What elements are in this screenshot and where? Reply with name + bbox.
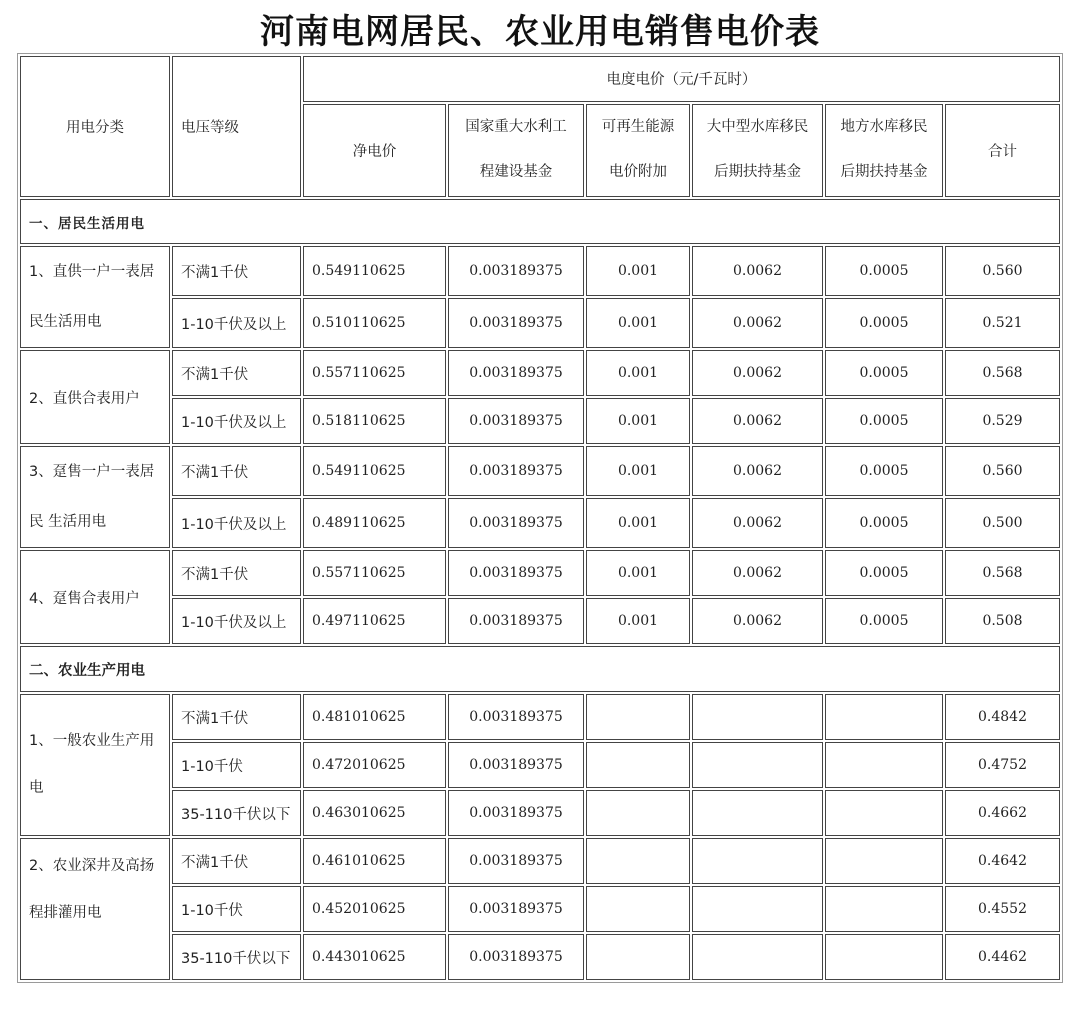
voltage-cell: 1-10千伏及以上 — [172, 298, 301, 348]
table-row — [20, 838, 1060, 884]
total-cell: 0.560 — [945, 246, 1060, 296]
header-renewable: 可再生能源 电价附加 — [586, 104, 690, 197]
renewable-cell: 0.001 — [586, 446, 690, 496]
water-fund-cell: 0.003189375 — [448, 550, 584, 596]
voltage-cell: 1-10千伏 — [172, 886, 301, 932]
voltage-cell: 不满1千伏 — [172, 246, 301, 296]
water-fund-cell: 0.003189375 — [448, 886, 584, 932]
category-cell: 2、农业深井及高扬 程排灌用电 — [20, 838, 170, 980]
water-fund-cell: 0.003189375 — [448, 838, 584, 884]
large-reservoir-cell — [692, 838, 823, 884]
total-cell: 0.4552 — [945, 886, 1060, 932]
table-row — [20, 598, 1060, 644]
net-price-cell: 0.443010625 — [303, 934, 446, 980]
header-category: 用电分类 — [20, 56, 170, 197]
large-reservoir-cell: 0.0062 — [692, 350, 823, 396]
net-price-cell: 0.489110625 — [303, 498, 446, 548]
local-reservoir-cell — [825, 934, 943, 980]
local-reservoir-cell — [825, 886, 943, 932]
category-cell: 3、趸售一户一表居 民 生活用电 — [20, 446, 170, 548]
net-price-cell: 0.510110625 — [303, 298, 446, 348]
local-reservoir-cell: 0.0005 — [825, 350, 943, 396]
local-reservoir-cell: 0.0005 — [825, 398, 943, 444]
water-fund-cell: 0.003189375 — [448, 694, 584, 740]
local-reservoir-cell — [825, 790, 943, 836]
voltage-cell: 1-10千伏 — [172, 742, 301, 788]
renewable-cell: 0.001 — [586, 398, 690, 444]
voltage-cell: 不满1千伏 — [172, 350, 301, 396]
local-reservoir-cell — [825, 838, 943, 884]
total-cell: 0.4842 — [945, 694, 1060, 740]
large-reservoir-cell: 0.0062 — [692, 446, 823, 496]
large-reservoir-cell: 0.0062 — [692, 498, 823, 548]
section-row — [20, 199, 1060, 244]
voltage-cell: 1-10千伏及以上 — [172, 398, 301, 444]
voltage-cell: 35-110千伏以下 — [172, 790, 301, 836]
local-reservoir-cell — [825, 742, 943, 788]
renewable-cell — [586, 694, 690, 740]
total-cell: 0.4462 — [945, 934, 1060, 980]
page-title: 河南电网居民、农业用电销售电价表 — [260, 12, 820, 52]
table-row — [20, 446, 1060, 496]
header-local-reservoir: 地方水库移民 后期扶持基金 — [825, 104, 943, 197]
renewable-cell — [586, 742, 690, 788]
total-cell: 0.529 — [945, 398, 1060, 444]
section-title-residential: 一、居民生活用电 — [20, 199, 1060, 244]
table-row — [20, 694, 1060, 740]
net-price-cell: 0.518110625 — [303, 398, 446, 444]
water-fund-cell: 0.003189375 — [448, 398, 584, 444]
water-fund-cell: 0.003189375 — [448, 598, 584, 644]
header-large-reservoir: 大中型水库移民 后期扶持基金 — [692, 104, 823, 197]
large-reservoir-cell: 0.0062 — [692, 550, 823, 596]
large-reservoir-cell: 0.0062 — [692, 298, 823, 348]
table-row — [20, 934, 1060, 980]
total-cell: 0.568 — [945, 550, 1060, 596]
renewable-cell: 0.001 — [586, 246, 690, 296]
local-reservoir-cell: 0.0005 — [825, 446, 943, 496]
renewable-cell — [586, 886, 690, 932]
table-row — [20, 246, 1060, 296]
net-price-cell: 0.481010625 — [303, 694, 446, 740]
table-row — [20, 550, 1060, 596]
water-fund-cell: 0.003189375 — [448, 246, 584, 296]
table-row — [20, 350, 1060, 396]
section-row — [20, 646, 1060, 692]
header-total: 合计 — [945, 104, 1060, 197]
total-cell: 0.4662 — [945, 790, 1060, 836]
header-row-1 — [20, 56, 1060, 102]
category-cell: 1、直供一户一表居 民生活用电 — [20, 246, 170, 348]
voltage-cell: 不满1千伏 — [172, 694, 301, 740]
local-reservoir-cell: 0.0005 — [825, 498, 943, 548]
large-reservoir-cell — [692, 742, 823, 788]
net-price-cell: 0.463010625 — [303, 790, 446, 836]
water-fund-cell: 0.003189375 — [448, 790, 584, 836]
large-reservoir-cell: 0.0062 — [692, 598, 823, 644]
voltage-cell: 不满1千伏 — [172, 838, 301, 884]
voltage-cell: 1-10千伏及以上 — [172, 498, 301, 548]
renewable-cell — [586, 838, 690, 884]
net-price-cell: 0.472010625 — [303, 742, 446, 788]
large-reservoir-cell — [692, 790, 823, 836]
net-price-cell: 0.497110625 — [303, 598, 446, 644]
header-voltage: 电压等级 — [172, 56, 301, 197]
water-fund-cell: 0.003189375 — [448, 742, 584, 788]
category-cell: 4、趸售合表用户 — [20, 550, 170, 644]
total-cell: 0.508 — [945, 598, 1060, 644]
renewable-cell: 0.001 — [586, 298, 690, 348]
net-price-cell: 0.549110625 — [303, 446, 446, 496]
water-fund-cell: 0.003189375 — [448, 498, 584, 548]
table-row — [20, 398, 1060, 444]
water-fund-cell: 0.003189375 — [448, 350, 584, 396]
total-cell: 0.4642 — [945, 838, 1060, 884]
renewable-cell: 0.001 — [586, 498, 690, 548]
local-reservoir-cell — [825, 694, 943, 740]
table-row — [20, 742, 1060, 788]
large-reservoir-cell: 0.0062 — [692, 398, 823, 444]
total-cell: 0.568 — [945, 350, 1060, 396]
price-table — [17, 53, 1063, 983]
local-reservoir-cell: 0.0005 — [825, 550, 943, 596]
table-row — [20, 298, 1060, 348]
header-water-fund: 国家重大水利工 程建设基金 — [448, 104, 584, 197]
voltage-cell: 1-10千伏及以上 — [172, 598, 301, 644]
table-row — [20, 498, 1060, 548]
voltage-cell: 35-110千伏以下 — [172, 934, 301, 980]
table-row — [20, 790, 1060, 836]
large-reservoir-cell — [692, 934, 823, 980]
local-reservoir-cell: 0.0005 — [825, 298, 943, 348]
large-reservoir-cell — [692, 694, 823, 740]
total-cell: 0.560 — [945, 446, 1060, 496]
large-reservoir-cell: 0.0062 — [692, 246, 823, 296]
table-row — [20, 886, 1060, 932]
water-fund-cell: 0.003189375 — [448, 298, 584, 348]
renewable-cell: 0.001 — [586, 350, 690, 396]
total-cell: 0.521 — [945, 298, 1060, 348]
net-price-cell: 0.557110625 — [303, 350, 446, 396]
total-cell: 0.4752 — [945, 742, 1060, 788]
net-price-cell: 0.452010625 — [303, 886, 446, 932]
section-title-agriculture: 二、农业生产用电 — [20, 646, 1060, 692]
water-fund-cell: 0.003189375 — [448, 934, 584, 980]
net-price-cell: 0.557110625 — [303, 550, 446, 596]
renewable-cell — [586, 790, 690, 836]
local-reservoir-cell: 0.0005 — [825, 246, 943, 296]
large-reservoir-cell — [692, 886, 823, 932]
renewable-cell — [586, 934, 690, 980]
renewable-cell: 0.001 — [586, 550, 690, 596]
category-cell: 2、直供合表用户 — [20, 350, 170, 444]
renewable-cell: 0.001 — [586, 598, 690, 644]
category-cell: 1、一般农业生产用 电 — [20, 694, 170, 836]
header-energy-price: 电度电价（元/千瓦时） — [303, 56, 1060, 102]
water-fund-cell: 0.003189375 — [448, 446, 584, 496]
voltage-cell: 不满1千伏 — [172, 446, 301, 496]
header-net-price: 净电价 — [303, 104, 446, 197]
local-reservoir-cell: 0.0005 — [825, 598, 943, 644]
net-price-cell: 0.549110625 — [303, 246, 446, 296]
total-cell: 0.500 — [945, 498, 1060, 548]
net-price-cell: 0.461010625 — [303, 838, 446, 884]
voltage-cell: 不满1千伏 — [172, 550, 301, 596]
